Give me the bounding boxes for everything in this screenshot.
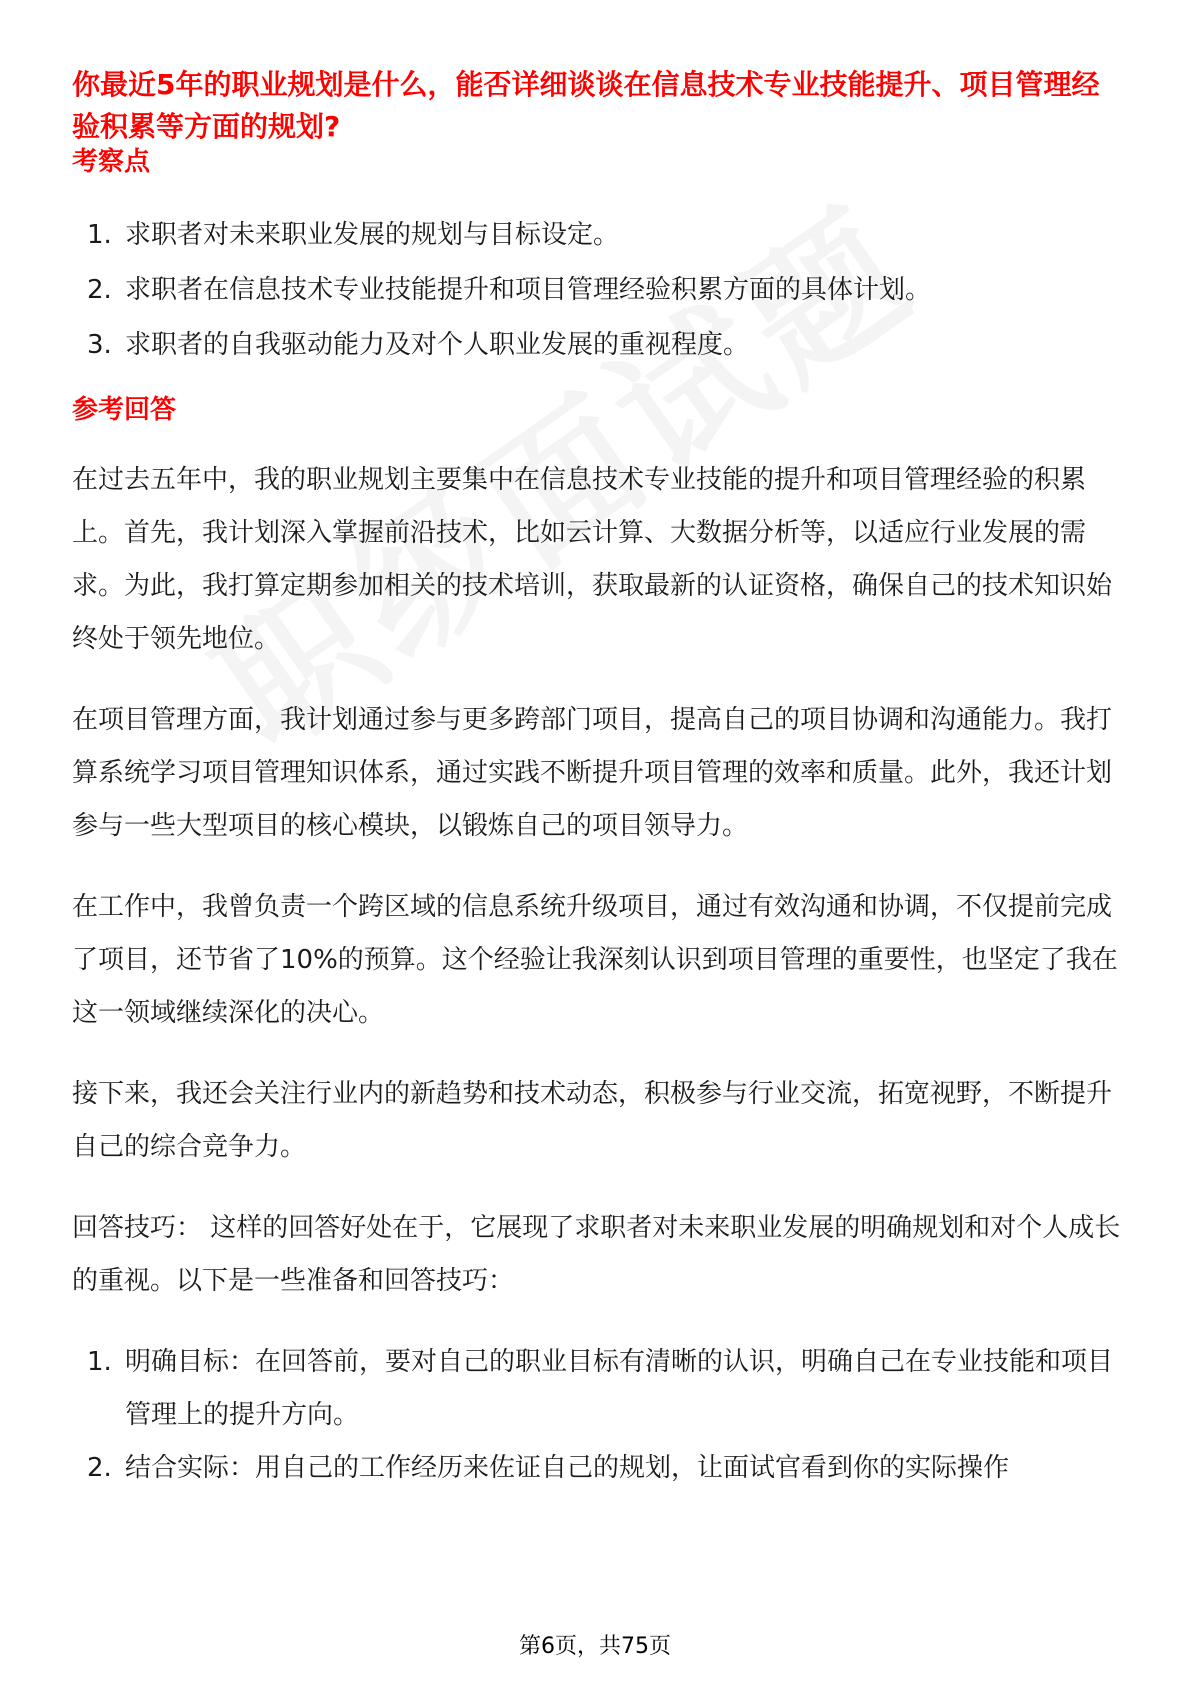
tips-list (72, 1336, 1122, 1495)
page-number: 第6页，共75页 (519, 1634, 671, 1659)
answer-paragraph: 在项目管理方面，我计划通过参与更多跨部门项目，提高自己的项目协调和沟通能力。我打算系统学习项目管理知识体系，通过实践不断提升项目管理的效率和质量。此外，我还计划参与一些大型项目的核心模块，以锻炼自己的项目领导力。 (72, 705, 1113, 841)
answer-paragraph: 在过去五年中，我的职业规划主要集中在信息技术专业技能的提升和项目管理经验的积累上。首先，我计划深入掌握前沿技术，比如云计算、大数据分析等，以适应行业发展的需求。为此，我打算定期参加相关的技术培训，获取最新的认证资格，确保自己的技术知识始终处于领先地位。 (72, 465, 1113, 654)
question-title: 你最近5年的职业规划是什么，能否详细谈谈在信息技术专业技能提升、项目管理经验积累等方面的规划? (72, 68, 1100, 143)
answer-paragraph: 在工作中，我曾负责一个跨区域的信息系统升级项目，通过有效沟通和协调，不仅提前完成了项目，还节省了10%的预算。这个经验让我深刻认识到项目管理的重要性，也坚定了我在这一领域继续深化的决心。 (72, 892, 1118, 1028)
answer-paragraph: 接下来，我还会关注行业内的新趋势和技术动态，积极参与行业交流，拓宽视野，不断提升自己的综合竞争力。 (72, 1079, 1113, 1162)
answer-heading: 参考回答 (72, 395, 177, 425)
list-item: 2. 求职者在信息技术专业技能提升和项目管理经验积累方面的具体计划。 (87, 275, 932, 305)
focus-list (72, 210, 1122, 370)
list-item: 3. 求职者的自我驱动能力及对个人职业发展的重视程度。 (87, 330, 750, 360)
list-item: 1. 求职者对未来职业发展的规划与目标设定。 (87, 220, 620, 250)
focus-heading: 考察点 (72, 147, 151, 177)
list-item: 1. 明确目标：在回答前，要对自己的职业目标有清晰的认识，明确自己在专业技能和项目管理上的提升方向。 (87, 1347, 1114, 1430)
answer-tips-intro: 回答技巧： 这样的回答好处在于，它展现了求职者对未来职业发展的明确规划和对个人成长的重视。以下是一些准备和回答技巧： (72, 1213, 1121, 1296)
list-item: 2. 结合实际：用自己的工作经历来佐证自己的规划，让面试官看到你的实际操作 (87, 1453, 1010, 1483)
